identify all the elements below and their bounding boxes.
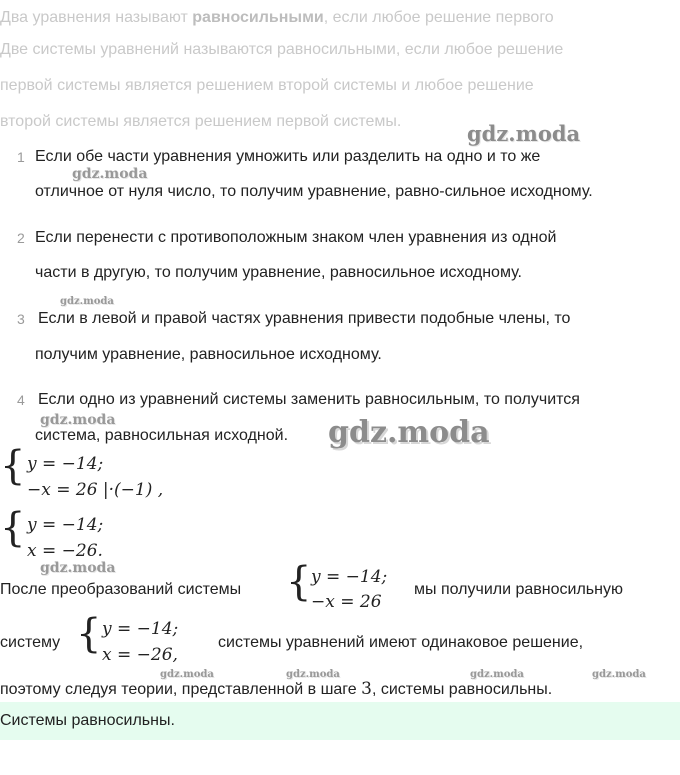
step-text: Если в левой и правой частях уравнения привести подобные члены, то — [38, 310, 571, 327]
step-text: Если обе части уравнения умножить или разделить на одно и то же — [35, 148, 541, 165]
system-equation: y = −14; — [27, 454, 104, 474]
step-text: части в другую, то получим уравнение, равносильное исходному. — [35, 264, 522, 281]
theory-line-3: первой системы является решением второй системы и любое решение — [0, 77, 534, 94]
system-equation: x = −26. — [27, 541, 103, 561]
system-brace: { — [286, 559, 312, 605]
system-equation: y = −14; — [27, 515, 104, 535]
answer-text: Системы равносильны. — [0, 712, 175, 729]
system-equation: y = −14; — [102, 619, 179, 639]
theory-term-bold: равносильными — [192, 9, 324, 26]
system-brace: { — [0, 443, 26, 489]
system-brace: { — [76, 611, 102, 657]
conclusion-text: После преобразований системы — [0, 581, 242, 598]
step-text: система, равносильная исходной. — [35, 427, 289, 444]
step-text: получим уравнение, равносильное исходному. — [35, 346, 382, 363]
watermark-logo: gdz.moda — [60, 296, 114, 307]
answer-box — [0, 702, 680, 740]
theory-line-1-pre: Два уравнения называют — [0, 9, 193, 26]
step-text: Если одно из уравнений системы заменить равносильным, то получится — [38, 391, 580, 408]
step-number: 4 — [17, 392, 25, 408]
system-equation: x = −26, — [102, 645, 178, 665]
theory-line-1 — [0, 9, 554, 27]
watermark-logo: gdz.moda — [467, 121, 581, 146]
conclusion-text: систему — [0, 634, 61, 651]
watermark-logo: gdz.moda — [40, 412, 116, 428]
watermark-logo: gdz.moda — [286, 669, 340, 680]
theory-line-1-post: , если любое решение первого — [323, 9, 554, 26]
conclusion-text: , системы равносильны. — [371, 681, 553, 698]
step-reference: 3 — [361, 679, 372, 699]
watermark-logo: gdz.moda — [328, 415, 490, 450]
theory-line-2: Две системы уравнений называются равносильными, если любое решение — [0, 41, 564, 58]
step-number: 2 — [17, 230, 25, 246]
conclusion-text: поэтому следуя теории, представленной в шаге — [0, 681, 357, 698]
step-text: Если перенести с противоположным знаком член уравнения из одной — [35, 229, 557, 246]
conclusion-text: мы получили равносильную — [414, 581, 623, 598]
conclusion-line-3 — [0, 679, 552, 699]
theory-line-4: второй системы является решением первой системы. — [0, 113, 402, 130]
watermark-logo: gdz.moda — [470, 669, 524, 680]
system-equation: −x = 26 — [311, 592, 382, 612]
step-number: 3 — [17, 311, 25, 327]
watermark-logo: gdz.moda — [160, 669, 214, 680]
step-text: отличное от нуля число, то получим уравнение, равно-сильное исходному. — [35, 183, 593, 200]
system-equation: −x = 26 |·(−1) , — [27, 480, 164, 500]
watermark-logo: gdz.moda — [592, 669, 646, 680]
system-brace: { — [0, 505, 26, 551]
watermark-logo: gdz.moda — [72, 166, 148, 182]
watermark-logo: gdz.moda — [40, 560, 116, 576]
conclusion-text: системы уравнений имеют одинаковое решение, — [218, 634, 584, 651]
step-number: 1 — [17, 149, 25, 165]
system-equation: y = −14; — [311, 567, 388, 587]
